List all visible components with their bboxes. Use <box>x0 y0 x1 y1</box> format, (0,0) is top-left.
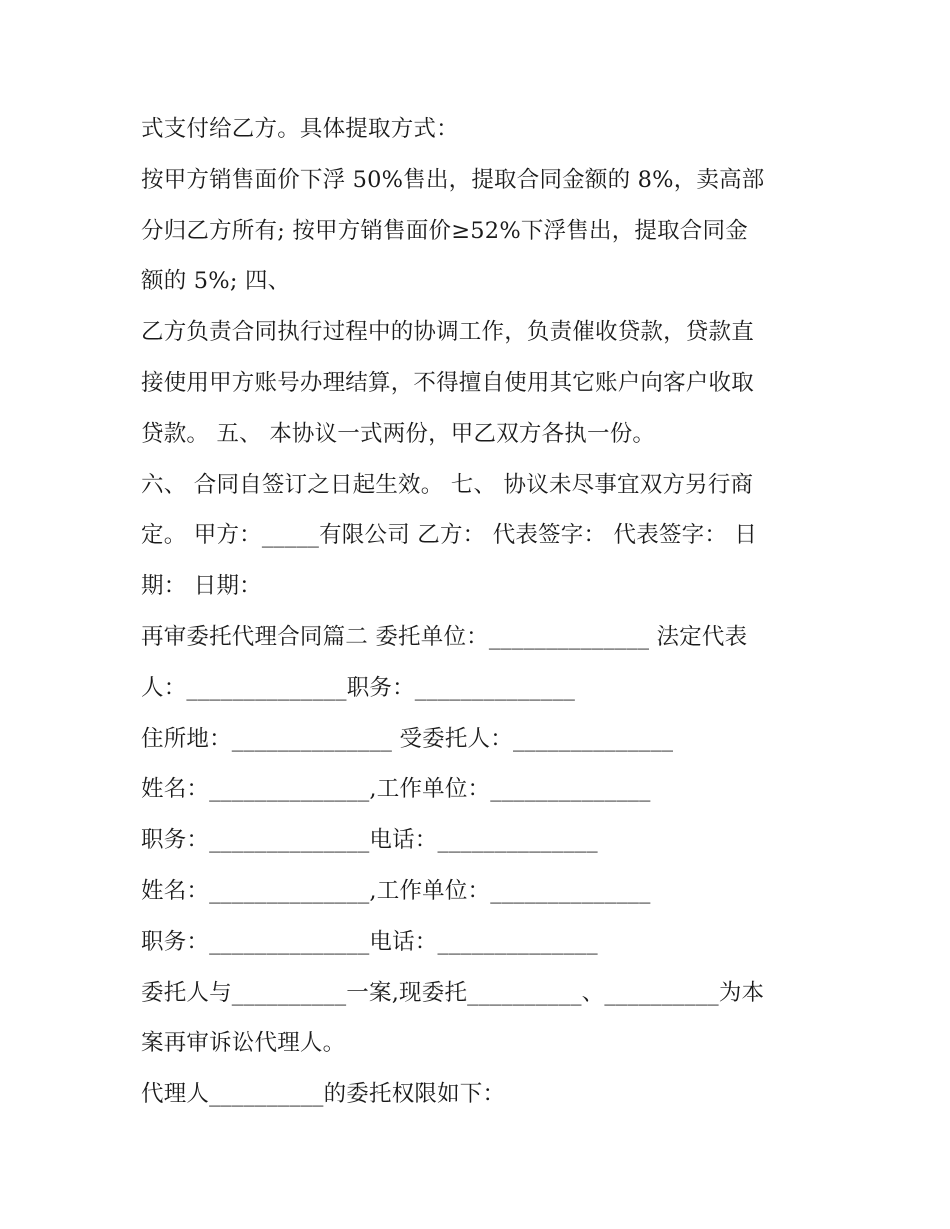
text-line: 六、 合同自签订之日起生效。 七、 协议未尽事宜双方另行商 <box>141 471 754 498</box>
text-line: 定。 甲方：_____有限公司 乙方： 代表签字： 代表签字： 日 <box>141 522 758 549</box>
text-line: 期： 日期： <box>141 573 262 600</box>
text-line: 接使用甲方账号办理结算，不得擅自使用其它账户向客户收取 <box>141 369 754 396</box>
text-line: 职务：______________电话：______________ <box>141 928 598 955</box>
text-line: 姓名：______________,工作单位：______________ <box>141 877 651 904</box>
text-line: 案再审诉讼代理人。 <box>141 1030 346 1057</box>
text-line: 住所地：______________ 受委托人：______________ <box>141 725 674 752</box>
text-line: 职务：______________电话：______________ <box>141 827 598 854</box>
text-line: 委托人与__________一案,现委托__________、__________为本 <box>141 979 765 1006</box>
text-line: 代理人__________的委托权限如下： <box>141 1081 506 1108</box>
text-line: 姓名：______________,工作单位：______________ <box>141 776 651 803</box>
text-line: 式支付给乙方。具体提取方式： <box>141 116 459 142</box>
document-body <box>141 107 821 1123</box>
text-line: 人：______________职务：______________ <box>141 674 576 701</box>
text-line: 按甲方销售面价下浮 50%售出，提取合同金额的 8%，卖高部 <box>141 166 765 193</box>
text-line: 贷款。 五、 本协议一式两份，甲乙双方各执一份。 <box>141 420 656 447</box>
text-line: 分归乙方所有; 按甲方销售面价≥52%下浮售出，提取合同金 <box>141 217 748 244</box>
text-line: 额的 5%; 四、 <box>141 268 291 295</box>
text-line: 乙方负责合同执行过程中的协调工作，负责催收贷款，贷款直 <box>141 319 754 346</box>
text-line: 再审委托代理合同篇二 委托单位：______________ 法定代表 <box>141 623 748 650</box>
